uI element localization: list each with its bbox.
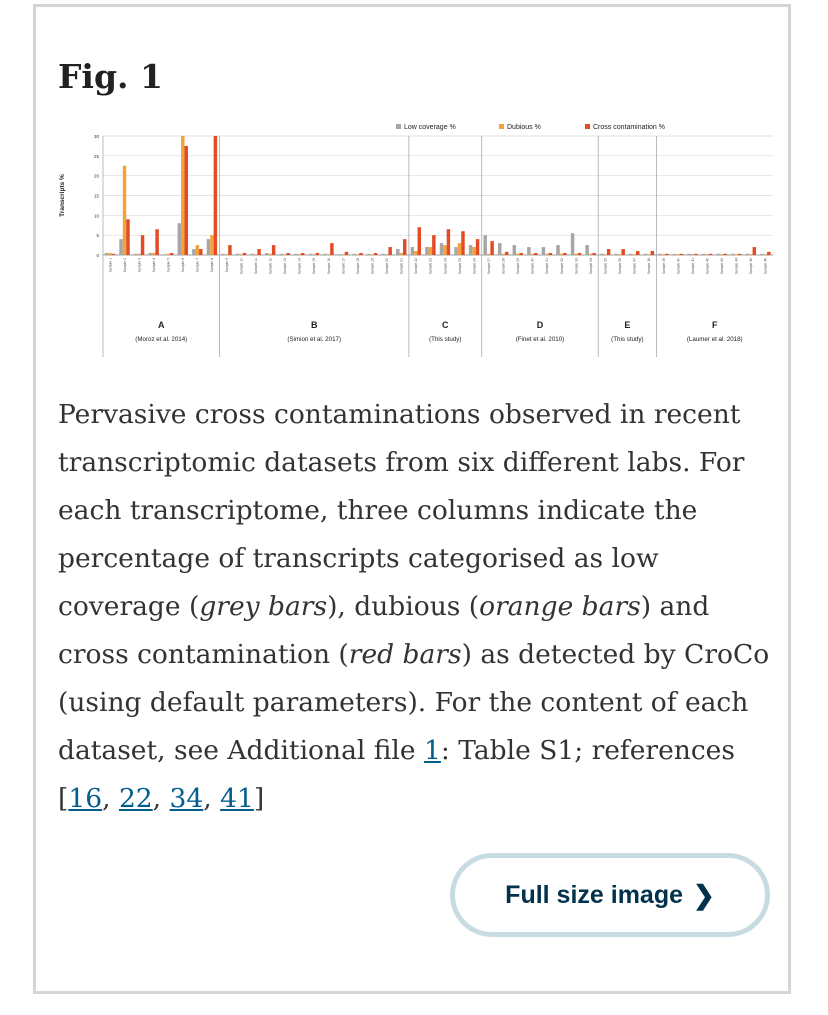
bar — [753, 247, 756, 255]
bar — [720, 254, 723, 255]
bar — [651, 251, 654, 255]
group-label: E — [624, 320, 631, 330]
bar — [429, 247, 432, 255]
bar — [440, 243, 443, 255]
bar — [141, 235, 144, 255]
category-label: Sample 29 — [516, 258, 521, 275]
full-size-image-button[interactable] — [450, 853, 770, 937]
bar — [294, 254, 297, 255]
bar — [112, 254, 115, 255]
reference-link-34[interactable]: 34 — [169, 783, 204, 814]
bar — [280, 254, 283, 255]
bar — [155, 229, 158, 255]
bar — [418, 227, 421, 255]
bar — [330, 243, 333, 255]
y-tick-label: 30 — [93, 134, 99, 139]
category-label: Sample 38 — [647, 258, 652, 275]
bar — [239, 254, 242, 255]
bar — [137, 254, 140, 255]
bar — [414, 251, 417, 255]
bar — [589, 254, 592, 255]
bar — [527, 247, 530, 255]
bar — [381, 254, 384, 255]
category-label: Sample 34 — [588, 258, 593, 275]
bar — [283, 254, 286, 255]
bar — [621, 249, 624, 255]
bar — [225, 254, 228, 255]
category-label: Sample 44 — [734, 258, 739, 275]
legend-swatch — [396, 124, 401, 129]
legend-label: Dubious % — [507, 124, 541, 131]
legend-label: Cross contamination % — [593, 124, 665, 131]
bar — [709, 254, 712, 255]
bar — [207, 239, 210, 255]
bar — [687, 254, 690, 255]
full-size-image-label: Full size image — [505, 880, 684, 909]
bar — [476, 239, 479, 255]
bar — [385, 254, 388, 255]
bar — [636, 251, 639, 255]
bar — [170, 253, 173, 255]
bar — [359, 253, 362, 255]
bar — [647, 254, 650, 255]
group-reference: (This study) — [611, 336, 644, 343]
category-label: Sample 22 — [414, 258, 419, 275]
bar — [345, 252, 348, 255]
bar — [607, 249, 610, 255]
category-label: Sample 30 — [530, 258, 535, 275]
category-label: Sample 36 — [618, 258, 623, 275]
category-label: Sample 1 — [108, 258, 113, 273]
group-label: F — [711, 320, 718, 330]
group-label: A — [158, 320, 165, 330]
bar — [603, 254, 606, 255]
bar — [505, 252, 508, 255]
bar — [163, 254, 166, 255]
bar — [454, 247, 457, 255]
bar — [309, 254, 312, 255]
bar — [105, 253, 108, 255]
group-reference: (Simion et al. 2017) — [287, 336, 342, 343]
y-tick-label: 0 — [96, 253, 99, 258]
category-label: Sample 8 — [210, 258, 215, 273]
bar — [374, 253, 377, 255]
bar — [702, 254, 705, 255]
bar — [571, 233, 574, 255]
bar — [432, 235, 435, 255]
bar — [370, 254, 373, 255]
bar — [250, 254, 253, 255]
category-label: Sample 7 — [195, 258, 200, 273]
bar — [192, 249, 195, 255]
legend-label: Low coverage % — [404, 124, 456, 131]
bar — [221, 254, 224, 255]
y-tick-label: 15 — [93, 193, 99, 199]
category-label: Sample 43 — [720, 258, 725, 275]
bar — [705, 254, 708, 255]
bar — [272, 245, 275, 255]
bar — [691, 254, 694, 255]
category-label: Sample 39 — [661, 258, 666, 275]
bar — [152, 253, 155, 255]
bar — [764, 254, 767, 255]
y-tick-label: 10 — [93, 213, 99, 219]
bar — [513, 245, 516, 255]
bar — [673, 254, 676, 255]
bar — [214, 136, 217, 255]
category-label: Sample 2 — [122, 258, 127, 273]
bar — [520, 253, 523, 255]
bar — [254, 254, 257, 255]
bar — [396, 249, 399, 255]
bar — [490, 241, 493, 255]
bar — [123, 166, 126, 255]
bar — [658, 254, 661, 255]
category-label: Sample 32 — [559, 258, 564, 275]
bar — [148, 253, 151, 255]
bar — [265, 253, 268, 255]
y-tick-label: 5 — [96, 233, 99, 239]
bar — [356, 254, 359, 255]
bar — [501, 254, 504, 255]
legend-swatch — [499, 124, 504, 129]
category-label: Sample 26 — [472, 258, 477, 275]
bar — [542, 247, 545, 255]
y-tick-label: 20 — [93, 173, 99, 179]
bar — [443, 245, 446, 255]
bar — [338, 254, 341, 255]
bar — [618, 254, 621, 255]
y-tick-label: 25 — [93, 153, 99, 159]
category-label: Sample 46 — [763, 258, 768, 275]
category-label: Sample 41 — [690, 258, 695, 275]
category-label: Sample 21 — [399, 258, 404, 275]
bar — [592, 253, 595, 255]
bar — [600, 254, 603, 255]
category-label: Sample 12 — [268, 258, 273, 275]
bar — [746, 254, 749, 255]
category-label: Sample 27 — [486, 258, 491, 275]
bar — [388, 247, 391, 255]
bar — [268, 254, 271, 255]
bar — [134, 254, 137, 255]
bar — [312, 254, 315, 255]
bar-chart — [51, 114, 779, 359]
bar — [196, 245, 199, 255]
bar — [461, 231, 464, 255]
bar — [694, 254, 697, 255]
category-label: Sample 3 — [137, 258, 142, 273]
chevron-right-icon: ❯ — [693, 879, 715, 910]
bar — [716, 254, 719, 255]
bar — [531, 254, 534, 255]
category-label: Sample 11 — [253, 258, 258, 274]
figure-chart[interactable] — [51, 114, 779, 359]
reference-link-41[interactable]: 41 — [220, 783, 254, 814]
bar — [119, 239, 122, 255]
category-label: Sample 9 — [224, 258, 229, 273]
bar — [578, 253, 581, 255]
category-label: Sample 4 — [151, 258, 156, 273]
category-label: Sample 42 — [705, 258, 710, 275]
group-label: B — [310, 320, 318, 330]
bar — [487, 254, 490, 255]
bar — [498, 243, 501, 255]
y-axis-label: Transcripts % — [59, 174, 66, 217]
category-label: Sample 17 — [341, 258, 346, 275]
figure-caption — [58, 391, 778, 823]
group-reference: (Laumer et al. 2018) — [686, 336, 743, 343]
bar — [469, 245, 472, 255]
category-label: Sample 31 — [545, 258, 550, 275]
additional-file-link[interactable]: 1 — [424, 735, 441, 766]
reference-link-16[interactable]: 16 — [68, 783, 103, 814]
caption-red-bars: red bars — [348, 639, 462, 670]
category-label: Sample 37 — [632, 258, 637, 275]
category-label: Sample 35 — [603, 258, 608, 275]
caption-sep-2: , — [152, 783, 170, 814]
bar — [323, 254, 326, 255]
bar — [585, 245, 588, 255]
bar — [738, 254, 741, 255]
bar — [257, 249, 260, 255]
bar — [228, 245, 231, 255]
bar — [545, 254, 548, 255]
bar — [447, 229, 450, 255]
bar — [400, 253, 403, 255]
category-label: Sample 14 — [297, 258, 302, 275]
bar — [680, 254, 683, 255]
bar — [301, 253, 304, 255]
caption-sep-1: , — [102, 783, 119, 814]
category-label: Sample 28 — [501, 258, 506, 275]
bar — [760, 254, 763, 255]
bar — [166, 254, 169, 255]
group-reference: (Moroz et al. 2014) — [135, 336, 188, 343]
bar — [615, 254, 618, 255]
bar — [367, 254, 370, 255]
category-label: Sample 40 — [676, 258, 681, 275]
figure-card — [33, 4, 791, 994]
bar — [560, 254, 563, 255]
bar — [178, 223, 181, 255]
group-reference: (This study) — [429, 336, 462, 343]
bar — [316, 253, 319, 255]
caption-text-5: : Table S1; references [ — [58, 735, 735, 814]
bar — [327, 254, 330, 255]
figure-title: Fig. 1 — [58, 57, 163, 96]
bar — [534, 253, 537, 255]
category-label: Sample 33 — [574, 258, 579, 275]
bar — [352, 254, 355, 255]
bar — [483, 235, 486, 255]
bar — [676, 254, 679, 255]
bar — [662, 254, 665, 255]
bar — [341, 254, 344, 255]
caption-text-1: Pervasive cross contaminations observed in recent transcriptomic datasets from six different labs. For each transcriptome, three columns indicate the percentage of transcripts categorised as low coverage ( — [58, 399, 745, 622]
bar — [735, 254, 738, 255]
group-reference: (Finet et al. 2010) — [515, 336, 565, 343]
category-label: Sample 18 — [355, 258, 360, 275]
bar — [563, 253, 566, 255]
caption-sep-3: , — [203, 783, 221, 814]
bar — [644, 254, 647, 255]
bar — [549, 253, 552, 255]
bar — [723, 254, 726, 255]
bar — [286, 253, 289, 255]
caption-text-4: ) as detected by CroCo (using default parameters). For the content of each dataset, see Additional file — [58, 639, 770, 766]
caption-orange-bars: orange bars — [479, 591, 641, 622]
group-label: D — [536, 320, 544, 330]
category-label: Sample 10 — [239, 258, 244, 275]
bar — [411, 247, 414, 255]
category-label: Sample 5 — [166, 258, 171, 273]
category-label: Sample 19 — [370, 258, 375, 275]
category-label: Sample 23 — [428, 258, 433, 275]
caption-text-3: ) and cross contamination ( — [58, 591, 710, 670]
bar — [472, 247, 475, 255]
bar — [425, 247, 428, 255]
bar — [516, 254, 519, 255]
bar — [236, 254, 239, 255]
bar — [556, 245, 559, 255]
legend-swatch — [585, 124, 590, 129]
reference-link-22[interactable]: 22 — [118, 783, 153, 814]
bar — [181, 136, 184, 255]
bar — [126, 219, 129, 255]
caption-grey-bars: grey bars — [199, 591, 328, 622]
caption-text-6: ] — [253, 783, 265, 814]
bar — [403, 239, 406, 255]
category-label: Sample 20 — [385, 258, 390, 275]
bar — [298, 254, 301, 255]
category-label: Sample 25 — [457, 258, 462, 275]
bar — [199, 249, 202, 255]
bar — [633, 254, 636, 255]
category-label: Sample 6 — [181, 258, 186, 273]
category-label: Sample 45 — [749, 258, 754, 275]
bar — [210, 235, 213, 255]
bar — [665, 254, 668, 255]
bar — [108, 253, 111, 255]
category-label: Sample 24 — [443, 258, 448, 275]
bar — [629, 254, 632, 255]
bar — [243, 253, 246, 255]
bar — [185, 146, 188, 255]
bar — [767, 252, 770, 255]
category-label: Sample 13 — [283, 258, 288, 275]
bar — [731, 254, 734, 255]
bar — [749, 254, 752, 255]
group-label: C — [442, 320, 449, 330]
bar — [574, 254, 577, 255]
caption-text-2: ), dubious ( — [327, 591, 480, 622]
category-label: Sample 16 — [326, 258, 331, 275]
category-label: Sample 15 — [312, 258, 317, 275]
bar — [458, 243, 461, 255]
